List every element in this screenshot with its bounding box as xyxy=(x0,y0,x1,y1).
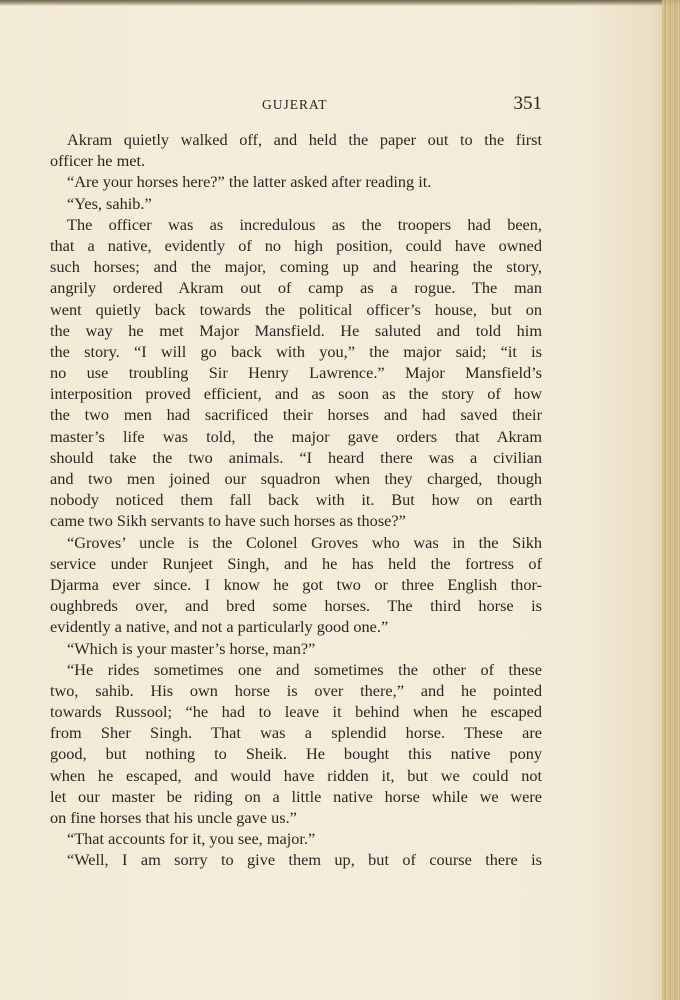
body-text xyxy=(50,129,542,871)
text-line: let our master be riding on a little native horse while we were xyxy=(50,786,542,806)
text-line: the way he met Major Mansfield. He saluted and told him xyxy=(50,320,542,340)
text-line: “That accounts for it, you see, major.” xyxy=(67,829,316,849)
text-line: should take the two animals. “I heard there was a civilian xyxy=(50,447,542,467)
text-line: “He rides sometimes one and sometimes the other of these xyxy=(67,659,542,679)
text-line: oughbreds over, and bred some horses. The third horse is xyxy=(50,596,542,616)
text-line: “Groves’ uncle is the Colonel Groves who was in the Sikh xyxy=(67,532,542,552)
text-line: angrily ordered Akram out of camp as a rogue. The man xyxy=(50,278,542,298)
page-number: 351 xyxy=(513,93,542,114)
text-line: “Yes, sahib.” xyxy=(67,193,152,213)
text-line: “Are your horses here?” the latter asked after reading it. xyxy=(67,172,432,192)
text-line: from Sher Singh. That was a splendid horse. These are xyxy=(50,723,542,743)
text-line: nobody noticed them fall back with it. But how on earth xyxy=(50,490,542,510)
text-line: evidently a native, and not a particularly good one.” xyxy=(50,617,389,637)
text-line: when he escaped, and would have ridden it, but we could not xyxy=(50,765,542,785)
text-line: good, but nothing to Sheik. He bought this native pony xyxy=(50,744,542,764)
text-line: no use troubling Sir Henry Lawrence.” Major Mansfield’s xyxy=(50,363,542,383)
text-line: towards Russool; “he had to leave it behind when he escaped xyxy=(50,702,542,722)
text-line: such horses; and the major, coming up and hearing the story, xyxy=(50,257,542,277)
page-header xyxy=(50,93,542,115)
text-line: on fine horses that his uncle gave us.” xyxy=(50,808,297,827)
text-line: two, sahib. His own horse is over there,” and he pointed xyxy=(50,680,542,700)
running-head: GUJERAT xyxy=(262,97,328,112)
text-line: and two men joined our squadron when they charged, though xyxy=(50,469,542,488)
text-line: master’s life was told, the major gave orders that Akram xyxy=(50,426,542,446)
page-edge-stack xyxy=(662,0,680,1000)
text-line: interposition proved efficient, and as soon as the story of how xyxy=(50,384,542,404)
text-line: officer he met. xyxy=(50,151,146,171)
text-line: came two Sikh servants to have such horses as those?” xyxy=(50,511,406,531)
text-line: “Which is your master’s horse, man?” xyxy=(67,638,316,658)
text-line: service under Runjeet Singh, and he has held the fortress of xyxy=(50,553,542,573)
text-line: Akram quietly walked off, and held the paper out to the first xyxy=(67,130,542,149)
text-line: the story. “I will go back with you,” the major said; “it is xyxy=(50,341,542,361)
text-line: “Well, I am sorry to give them up, but of course there is xyxy=(67,850,542,870)
text-line: Djarma ever since. I know he got two or three English thor- xyxy=(50,574,542,594)
text-line: that a native, evidently of no high position, could have owned xyxy=(50,235,542,255)
page-top-shadow xyxy=(0,0,680,6)
text-line: the two men had sacrificed their horses and had saved their xyxy=(50,405,542,425)
text-line: went quietly back towards the political officer’s house, but on xyxy=(50,299,542,319)
text-line: The officer was as incredulous as the troopers had been, xyxy=(67,214,542,234)
